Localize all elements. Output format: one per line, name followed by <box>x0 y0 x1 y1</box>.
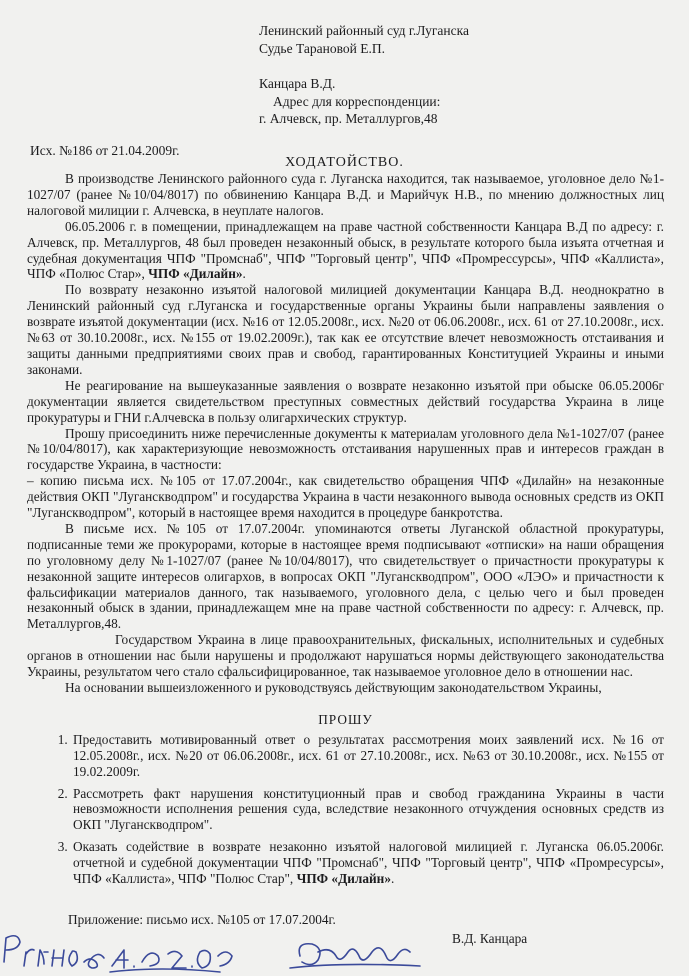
paragraph-2-end: . <box>242 266 246 282</box>
signature-name: В.Д. Канцара <box>452 931 528 946</box>
paragraph-1: В производстве Ленинского районного суда г. Луганска находится, так называемое, уголовное дело №1-1027/07 (ранее №10/04/8017) по обвинению Канцара В.Д. и Марийчук Н.В., по мнению должностных лиц налоговой милиции г. Алчевска, в неуплате налогов. <box>27 171 664 218</box>
sender-name: Канцара В.Д. <box>259 76 336 91</box>
paragraph-3: По возврату незаконно изъятой налоговой милицией документации Канцара В.Д. неоднократно в Ленинский районный суд г.Луганска и государственные органы Украины были направлены заявления о возврате изъятой документации (исх. №16 от 12.05.2008г., исх. №20 от 06.06.2008г., исх. 61 от 27.10.2008г., исх. №63 от 30.10.2008г., исх. №155 от 19.02.2009г.), так как ее отсутствие влечет невозможность отстаивания и защиты данными предприятиями своих прав и свобод, гарантированных Конституцией Украины и иными законами. <box>27 282 664 377</box>
request-item-3-bold: ЧПФ «Дилайн» <box>296 871 391 887</box>
request-list <box>27 732 664 887</box>
address-label: Адрес для корреспонденции: <box>273 93 441 109</box>
paragraph-4: Не реагирование на вышеуказанные заявления о возврате незаконно изъятой при обыске 06.05.2006г документации является свидетельством преступных совместных действий государства Украина в лице прокуратуры и ГНИ г.Алчевска в пользу олигархических структур. <box>27 377 664 425</box>
addressee-block <box>259 22 469 128</box>
request-title: ПРОШУ <box>318 711 373 727</box>
paragraph-5: Прошу присоединить ниже перечисленные документы к материалам уголовного дела №1-1027/07 (ранее №10/04/8017), как характеризующие невозможность отстаивания нарушенных прав и интересов граждан в государстве Украина, в частности: <box>27 425 664 473</box>
judge-name: Судье Тарановой Е.П. <box>259 40 385 56</box>
paragraph-9: На основании вышеизложенного и руководствуясь действующим законодательством Украины, <box>65 680 602 695</box>
request-item-1: 1. Предоставить мотивированный ответ о результатах рассмотрения моих заявлений исх. №16 от 12.05.2008г., исх. №20 от 06.06.2008г., исх. 61 от 27.10.2008г., исх. №63 от 30.10.2008г., исх. №155 от 19.02.2009г. <box>71 732 664 780</box>
address-value: г. Алчевск, пр. Металлургов,48 <box>259 111 438 126</box>
request-item-2: 2. Рассмотреть факт нарушения конституционный прав и свобод гражданина Украины в части невозможности исполнения решения суда, вследствие незаконного отчуждения основных средств из ОКП "Луганскводпром". <box>71 786 664 834</box>
handwritten-signature <box>0 922 689 976</box>
request-item-3 <box>71 839 664 887</box>
paragraph-8: Государством Украина в лице правоохранительных, фискальных, исполнительных и судебных органов в отношении нас были нарушены и продолжают нарушаться нормы действующего законодательства Украины, результатом чего стало сфальсифицированное, так называемое уголовное дело в отношении нас. <box>27 632 664 680</box>
paragraph-6: – копию письма исх. №105 от 17.07.2004г., как свидетельство обращения ЧПФ «Дилайн» на незаконные действия ОКП "Луганскводпром" и государства Украина в части незаконного вывода основных средств из ОКП "Луганскводпром", который в настоящее время находится в процедуре банкротства. <box>27 473 664 521</box>
request-item-3-end: . <box>390 871 395 887</box>
outgoing-number: Исх. №186 от 21.04.2009г. <box>30 143 180 158</box>
court-name: Ленинский районный суд г.Луганска <box>259 23 469 38</box>
attachment-line: Приложение: письмо исх. №105 от 17.07.2004г. <box>68 912 336 927</box>
paragraph-2-bold: ЧПФ «Дилайн» <box>148 266 243 282</box>
document-title: ХОДАТОЙСТВО. <box>285 155 404 170</box>
request-item-3-text: Оказать содействие в возврате незаконно изъятой налоговой милицией г. Луганска 06.05.2006г. отчетной и судебной документации ЧПФ "Промснаб", ЧПФ "Торговый центр", ЧПФ «Промресурсы», ЧПФ «Каллиста», ЧПФ "Полюс Стар", <box>73 839 664 887</box>
paragraph-2 <box>27 219 664 283</box>
paragraph-2-text: 06.05.2006 г. в помещении, принадлежащем на праве частной собственности Канцара В.Д по адресу: г. Алчевск, пр. Металлургов, 48 был проведен незаконный обыск, в результате которого была изъята отчетная и судебная документация ЧПФ "Промснаб", ЧПФ "Торговый центр", ЧПФ «Промрессурсы», ЧПФ «Каллиста», ЧПФ «Полюс Стар», <box>27 218 664 282</box>
paragraph-7: В письме исх. №105 от 17.07.2004г. упоминаются ответы Луганской областной прокуратуры, подписанные теми же прокурорами, которые в настоящее время подписывают «отписки» на наши обращения по уголовному делу №1-1027/07 (ранее №10/04/8017), что свидетельствует о причастности прокуратуры к незаконной защите интересов олигархов, в вопросах ОКП "Луганскводпром", ООО «ЛЭО» и причастности к фальсификации материалов данного, так называемого, уголовного дела, с целью чего и был проведен незаконный обыск в здании, принадлежащем мне на праве частной собственности по адресу: г. Алчевск, пр. Металлургов,48. <box>27 520 664 632</box>
document-body <box>27 171 664 893</box>
